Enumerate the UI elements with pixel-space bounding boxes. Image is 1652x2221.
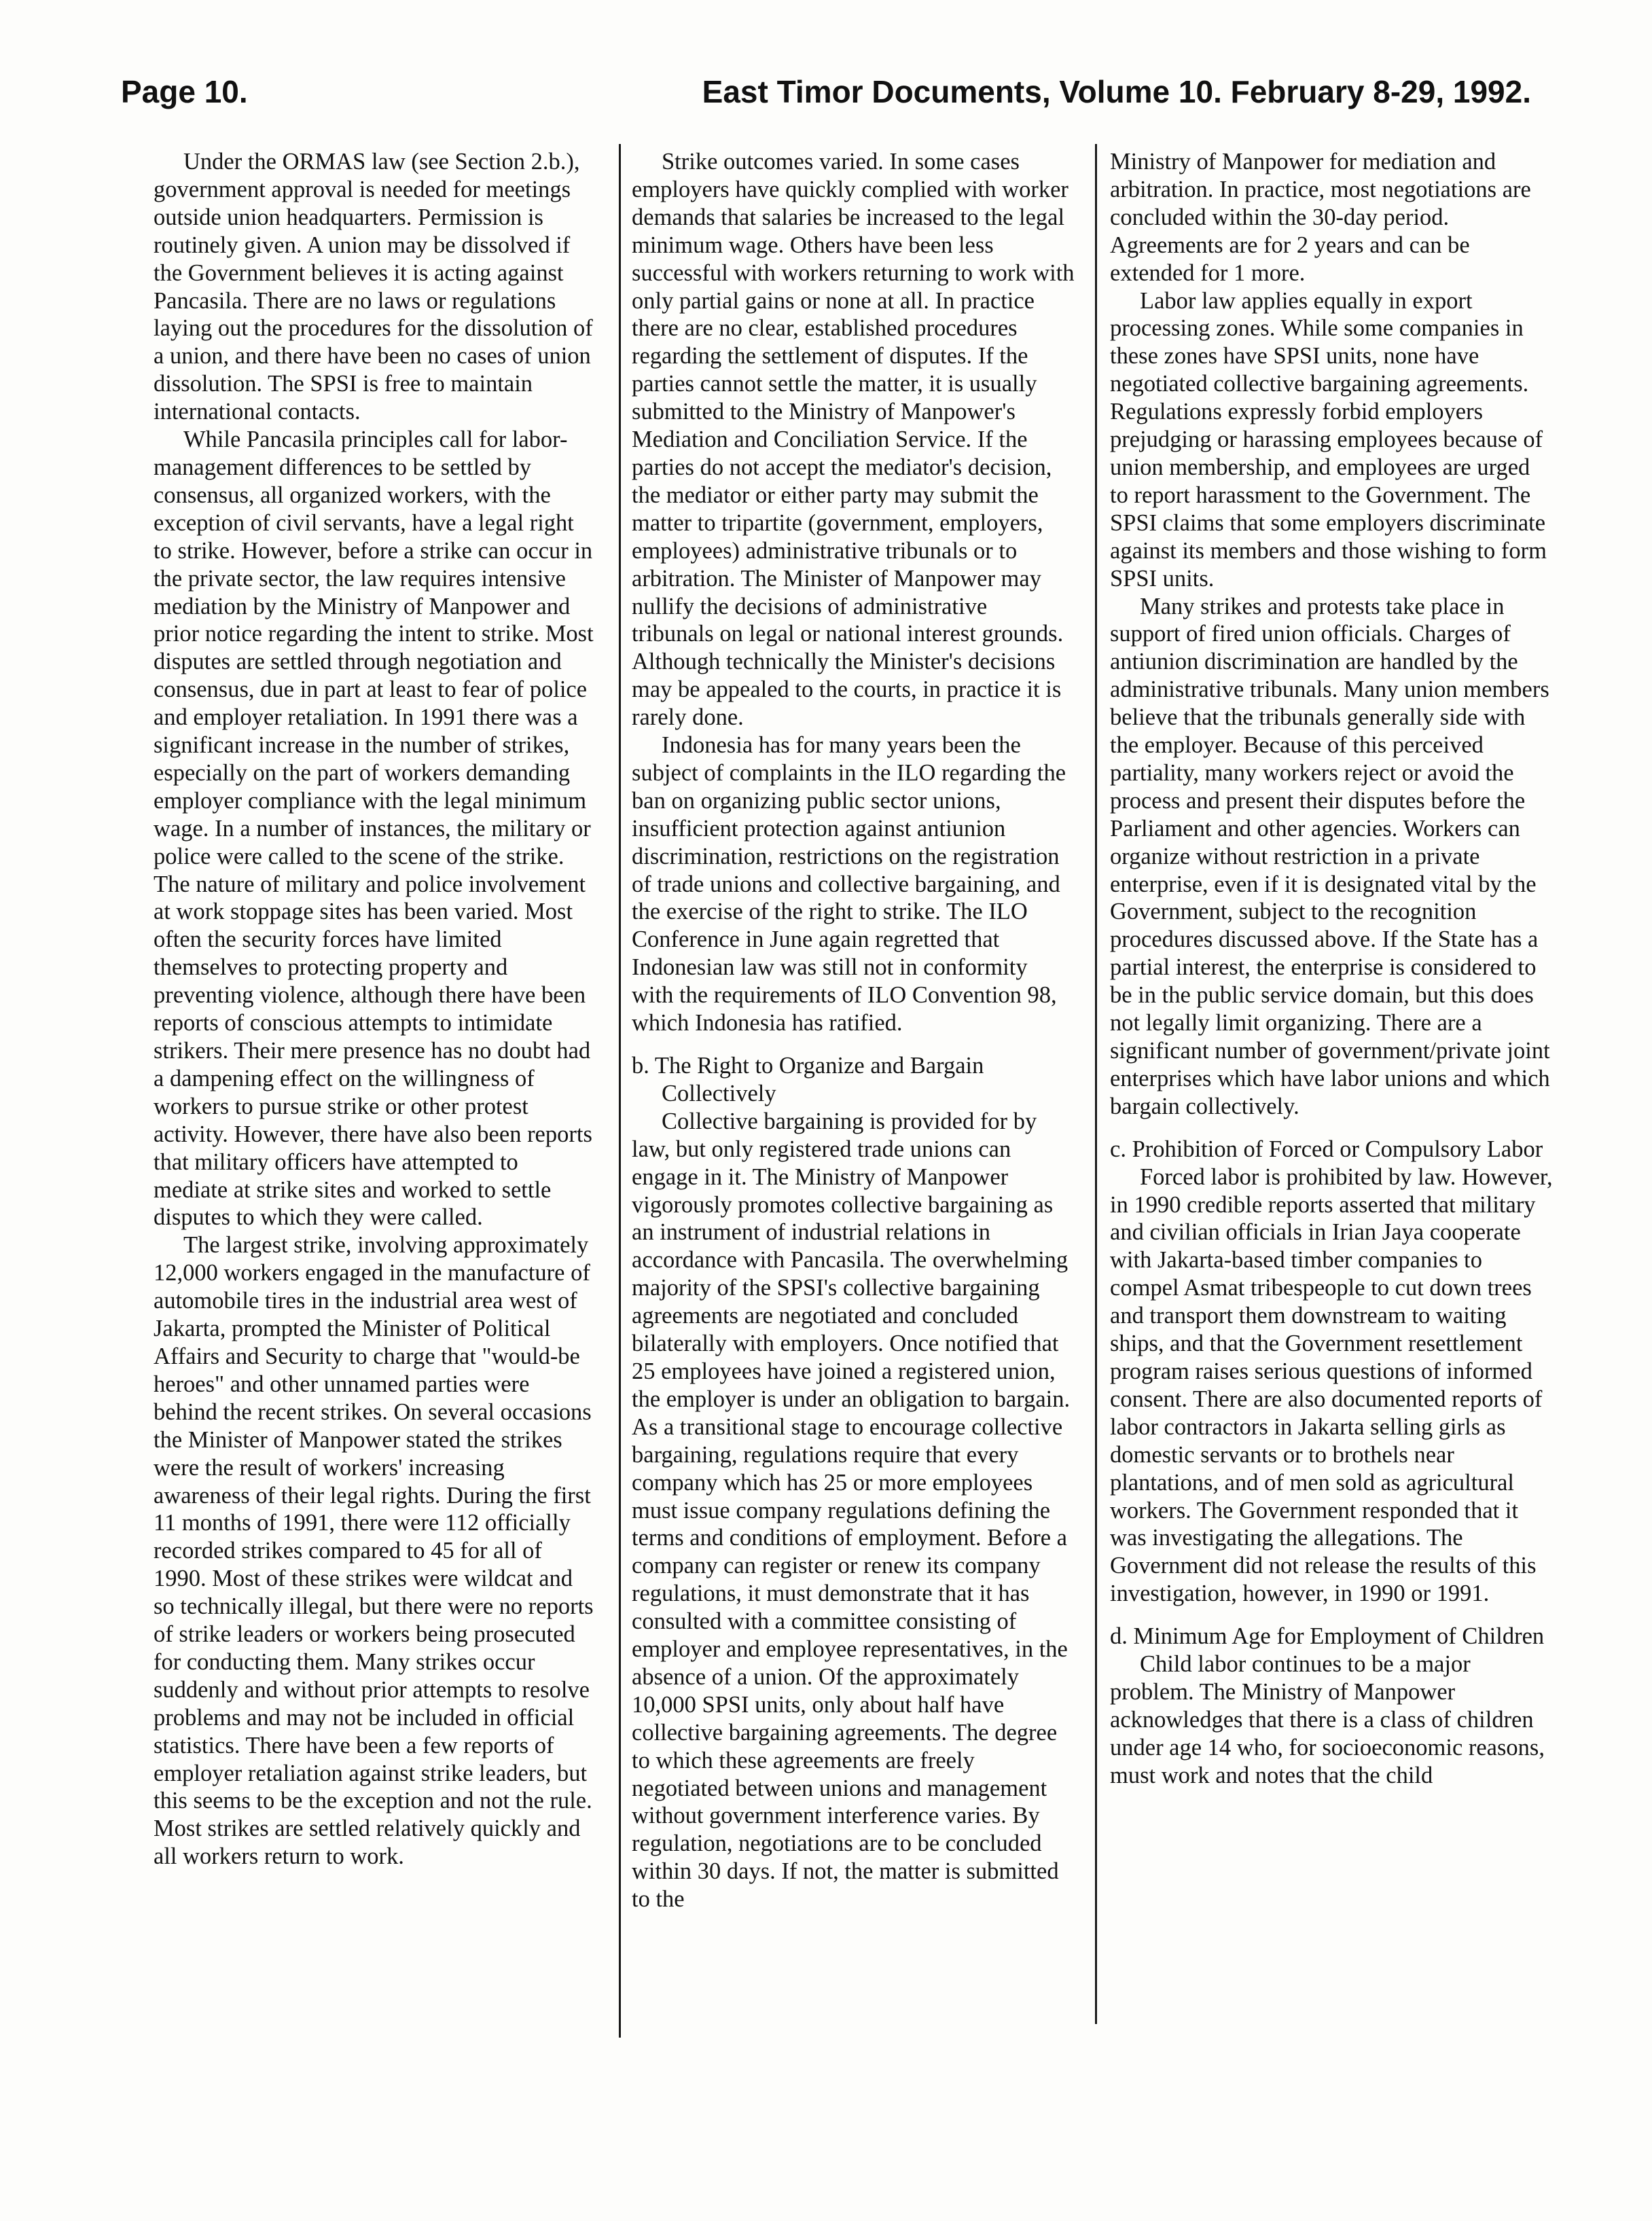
paragraph: Forced labor is prohibited by law. However, in 1990 credible reports asserted that military and civilian officials in Irian Jaya cooperate with Jakarta-based timber companies to compel Asmat tribespeople to cut down trees and transport them downstream to waiting ships, and that the Government resettlement program raises serious questions of informed consent. There are also documented reports of labor contractors in Jakarta selling girls as domestic servants or to brothels near plantations, and of men sold as agricultural workers. The Government responded that it was investigating the allegations. The Government did not release the results of this investigation, however, in 1990 or 1991. (1110, 1163, 1553, 1607)
text-column-2 (632, 148, 1075, 1913)
text-column-1 (154, 148, 596, 1871)
section-heading: d. Minimum Age for Employment of Children (1110, 1623, 1545, 1650)
paragraph: Indonesia has for many years been the subject of complaints in the ILO regarding the ban on organizing public sector unions, insufficient protection against antiunion discrimination, restrictions on the registration of trade unions and collective bargaining, and the exercise of the right to strike. The ILO Conference in June again regretted that Indonesian law was still not in conformity with the requirements of ILO Convention 98, which Indonesia has ratified. (632, 732, 1066, 1036)
paragraph: Child labor continues to be a major problem. The Ministry of Manpower acknowledges that there is a class of children under age 14 who, for socioeconomic reasons, must work and notes that the child (1110, 1651, 1545, 1788)
paragraph: While Pancasila principles call for labor-management differences to be settled by consensus, all organized workers, with the exception of civil servants, have a legal right to strike. However, before a strike can occur in the private sector, the law requires intensive mediation by the Ministry of Manpower and prior notice regarding the intent to strike. Most disputes are settled through negotiation and consensus, due in part at least to fear of police and employer retaliation. In 1991 there was a significant increase in the number of strikes, especially on the part of workers demanding employer compliance with the legal minimum wage. In a number of instances, the military or police were called to the scene of the strike. The nature of military and police involvement at work stoppage sites has been varied. Most often the security forces have limited themselves to protecting property and preventing violence, although there have been reports of conscious attempts to intimidate strikers. Their mere presence has no doubt had a dampening effect on the willingness of workers to pursue strike or other protest activity. However, there have also been reports that military officers have attempted to mediate at strike sites and worked to settle disputes to which they were called. (154, 427, 594, 1231)
paragraph: The largest strike, involving approximately 12,000 workers engaged in the manufacture of automobile tires in the industrial area west of Jakarta, prompted the Minister of Political Affairs and Security to charge that "would-be heroes" and other unnamed parties were behind the recent strikes. On several occasions the Minister of Manpower stated the strikes were the result of workers' increasing awareness of their legal rights. During the first 11 months of 1991, there were 112 officially recorded strikes compared to 45 for all of 1990. Most of these strikes were wildcat and so technically illegal, but there were no reports of strike leaders or workers being prosecuted for conducting them. Many strikes occur suddenly and without prior attempts to resolve problems and may not be included in official statistics. There have been a few reports of employer retaliation against strike leaders, but this seems to be the exception and not the rule. Most strikes are settled relatively quickly and all workers return to work. (154, 1232, 594, 1870)
paragraph: Collective bargaining is provided for by law, but only registered trade unions can engage in it. The Ministry of Manpower vigorously promotes collective bargaining as an instrument of industrial relations in accordance with Pancasila. The overwhelming majority of the SPSI's collective bargaining agreements are negotiated and concluded bilaterally with employers. Once notified that 25 employees have joined a registered union, the employer is under an obligation to bargain. As a transitional stage to encourage collective bargaining, regulations require that every company which has 25 or more employees must issue company regulations defining the terms and conditions of employment. Before a company can register or renew its company regulations, it must demonstrate that it has consulted with a committee consisting of employer and employee representatives, in the absence of a union. Of the approximately 10,000 SPSI units, only about half have collective bargaining agreements. The degree to which these agreements are freely negotiated between unions and management without government interference varies. By regulation, negotiations are to be concluded within 30 days. If not, the matter is submitted to the (632, 1108, 1071, 1913)
page-header (121, 73, 1531, 121)
paragraph: Ministry of Manpower for mediation and arbitration. In practice, most negotiations are concluded within the 30-day period. Agreements are for 2 years and can be extended for 1 more. (1110, 149, 1531, 286)
paragraph: Strike outcomes varied. In some cases employers have quickly complied with worker demands that salaries be increased to the legal minimum wage. Others have been less successful with workers returning to work with only partial gains or none at all. In practice there are no clear, established procedures regarding the settlement of disputes. If the parties cannot settle the matter, it is usually submitted to the Ministry of Manpower's Mediation and Conciliation Service. If the parties do not accept the mediator's decision, the mediator or either party may submit the matter to tripartite (government, employers, employees) administrative tribunals or to arbitration. The Minister of Manpower may nullify the decisions of administrative tribunals on legal or national interest grounds. Although technically the Minister's decisions may be appealed to the courts, in practice it is rarely done. (632, 149, 1075, 731)
column-divider (1095, 144, 1097, 2024)
section-heading: c. Prohibition of Forced or Compulsory Labor (1110, 1136, 1543, 1162)
publication-title: East Timor Documents, Volume 10. February 8-29, 1992. (702, 74, 1531, 109)
text-column-3 (1110, 148, 1553, 1790)
paragraph: Under the ORMAS law (see Section 2.b.), government approval is needed for meetings outside union headquarters. Permission is routinely given. A union may be dissolved if the Government believes it is acting against Pancasila. There are no laws or regulations laying out the procedures for the dissolution of a union, and there have been no cases of union dissolution. The SPSI is free to maintain international contacts. (154, 149, 593, 425)
page-number: Page 10. (121, 74, 248, 109)
paragraph: Labor law applies equally in export processing zones. While some companies in these zones have SPSI units, none have negotiated collective bargaining agreements. Regulations expressly forbid employers prejudging or harassing employees because of union membership, and employees are urged to report harassment to the Government. The SPSI claims that some employers discriminate against its members and those wishing to form SPSI units. (1110, 287, 1547, 592)
paragraph: Many strikes and protests take place in support of fired union officials. Charges of antiunion discrimination are handled by the administrative tribunals. Many union members believe that the tribunals generally side with the employer. Because of this perceived partiality, many workers reject or avoid the process and present their disputes before the Parliament and other agencies. Workers can organize without restriction in a private enterprise, even if it is designated vital by the Government, subject to the recognition procedures discussed above. If the State has a partial interest, the enterprise is considered to be in the public service domain, but this does not legally limit organizing. There are a significant number of government/private joint enterprises which have labor unions and which bargain collectively. (1110, 593, 1550, 1119)
column-divider (619, 144, 621, 2038)
section-heading: b. The Right to Organize and Bargain Collectively (632, 1053, 984, 1106)
